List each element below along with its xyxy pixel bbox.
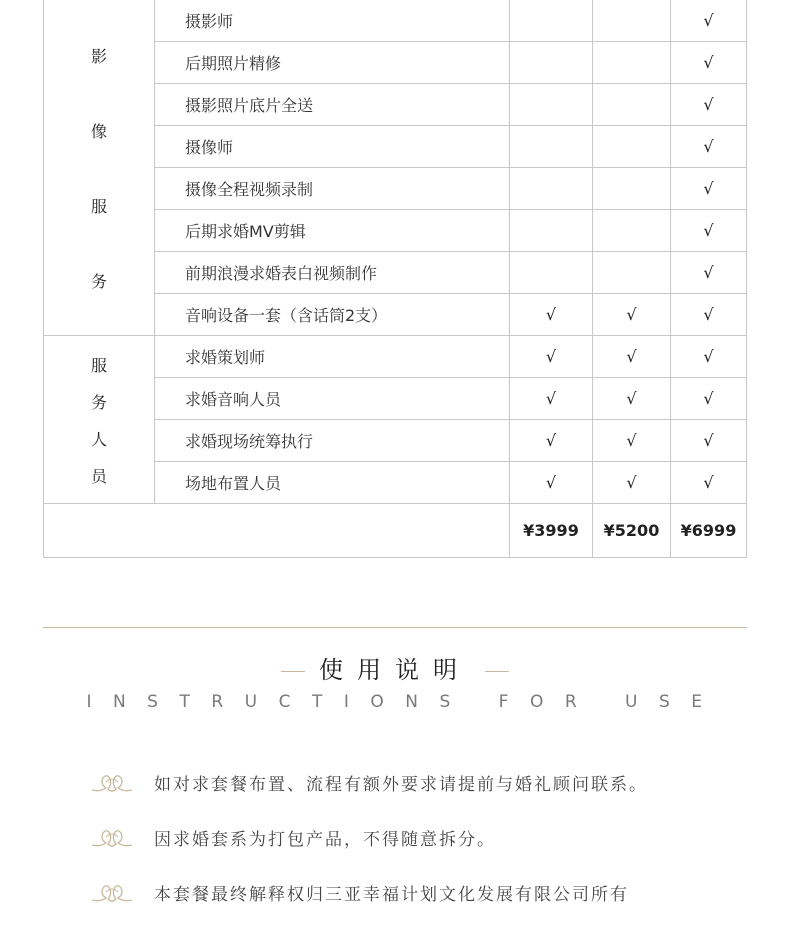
check-premium: √	[671, 210, 747, 252]
category-char: 员	[90, 466, 107, 486]
check-standard	[593, 42, 671, 84]
instruction-text: 如对求套餐布置、流程有额外要求请提前与婚礼顾问联系。	[154, 774, 648, 795]
check-basic	[510, 210, 593, 252]
check-premium: √	[671, 0, 747, 42]
category-char: 影	[90, 46, 107, 66]
price-row	[44, 504, 747, 558]
check-standard	[593, 0, 671, 42]
check-basic	[510, 168, 593, 210]
check-basic	[510, 126, 593, 168]
check-standard: √	[593, 420, 671, 462]
item-label: 场地布置人员	[155, 462, 510, 504]
check-standard	[593, 252, 671, 294]
item-label: 求婚现场统筹执行	[155, 420, 510, 462]
check-standard	[593, 84, 671, 126]
check-standard	[593, 210, 671, 252]
check-premium: √	[671, 126, 747, 168]
section-divider	[43, 627, 747, 628]
check-basic	[510, 0, 593, 42]
check-premium: √	[671, 294, 747, 336]
check-basic: √	[510, 336, 593, 378]
instructions-title: 使用说明	[319, 656, 471, 684]
check-premium: √	[671, 420, 747, 462]
check-standard: √	[593, 462, 671, 504]
check-basic: √	[510, 462, 593, 504]
package-table	[43, 0, 747, 558]
check-standard: √	[593, 336, 671, 378]
check-basic	[510, 252, 593, 294]
check-basic: √	[510, 378, 593, 420]
item-label: 摄像全程视频录制	[155, 168, 510, 210]
item-label: 摄像师	[155, 126, 510, 168]
instruction-text: 因求婚套系为打包产品，不得随意拆分。	[154, 829, 496, 850]
check-premium: √	[671, 336, 747, 378]
item-label: 摄影照片底片全送	[155, 84, 510, 126]
item-label: 摄影师	[155, 0, 510, 42]
instruction-item	[90, 823, 496, 851]
check-basic: √	[510, 294, 593, 336]
check-standard: √	[593, 294, 671, 336]
item-label: 求婚音响人员	[155, 378, 510, 420]
price-basic: ¥3999	[510, 504, 593, 558]
check-standard	[593, 168, 671, 210]
check-basic	[510, 84, 593, 126]
table-row	[44, 0, 747, 42]
heading-dash-left	[281, 671, 305, 672]
category-char: 服	[90, 196, 107, 216]
instructions-heading	[0, 650, 790, 685]
check-basic: √	[510, 420, 593, 462]
check-premium: √	[671, 84, 747, 126]
check-basic	[510, 42, 593, 84]
check-premium: √	[671, 42, 747, 84]
category-char: 务	[90, 392, 107, 412]
table-row	[44, 336, 747, 378]
check-premium: √	[671, 378, 747, 420]
category-service-staff	[44, 336, 155, 504]
check-premium: √	[671, 462, 747, 504]
item-label: 音响设备一套（含话筒2支）	[155, 294, 510, 336]
category-char: 人	[90, 429, 107, 449]
instruction-text: 本套餐最终解释权归三亚幸福计划文化发展有限公司所有	[154, 884, 629, 905]
price-standard: ¥5200	[593, 504, 671, 558]
instructions-subtitle: INSTRUCTIONS FOR USE	[86, 692, 724, 712]
check-standard: √	[593, 378, 671, 420]
category-imaging-service	[44, 0, 155, 336]
category-char: 务	[90, 271, 107, 291]
item-label: 前期浪漫求婚表白视频制作	[155, 252, 510, 294]
check-premium: √	[671, 168, 747, 210]
category-char: 像	[90, 121, 107, 141]
item-label: 求婚策划师	[155, 336, 510, 378]
price-premium: ¥6999	[671, 504, 747, 558]
gold-flourish-icon	[90, 825, 134, 849]
heading-dash-right	[485, 671, 509, 672]
check-standard	[593, 126, 671, 168]
item-label: 后期照片精修	[155, 42, 510, 84]
check-premium: √	[671, 252, 747, 294]
price-row-blank	[44, 504, 510, 558]
gold-flourish-icon	[90, 880, 134, 904]
instruction-item	[90, 768, 648, 796]
instruction-item	[90, 878, 629, 906]
item-label: 后期求婚MV剪辑	[155, 210, 510, 252]
category-char: 服	[90, 355, 107, 375]
gold-flourish-icon	[90, 770, 134, 794]
